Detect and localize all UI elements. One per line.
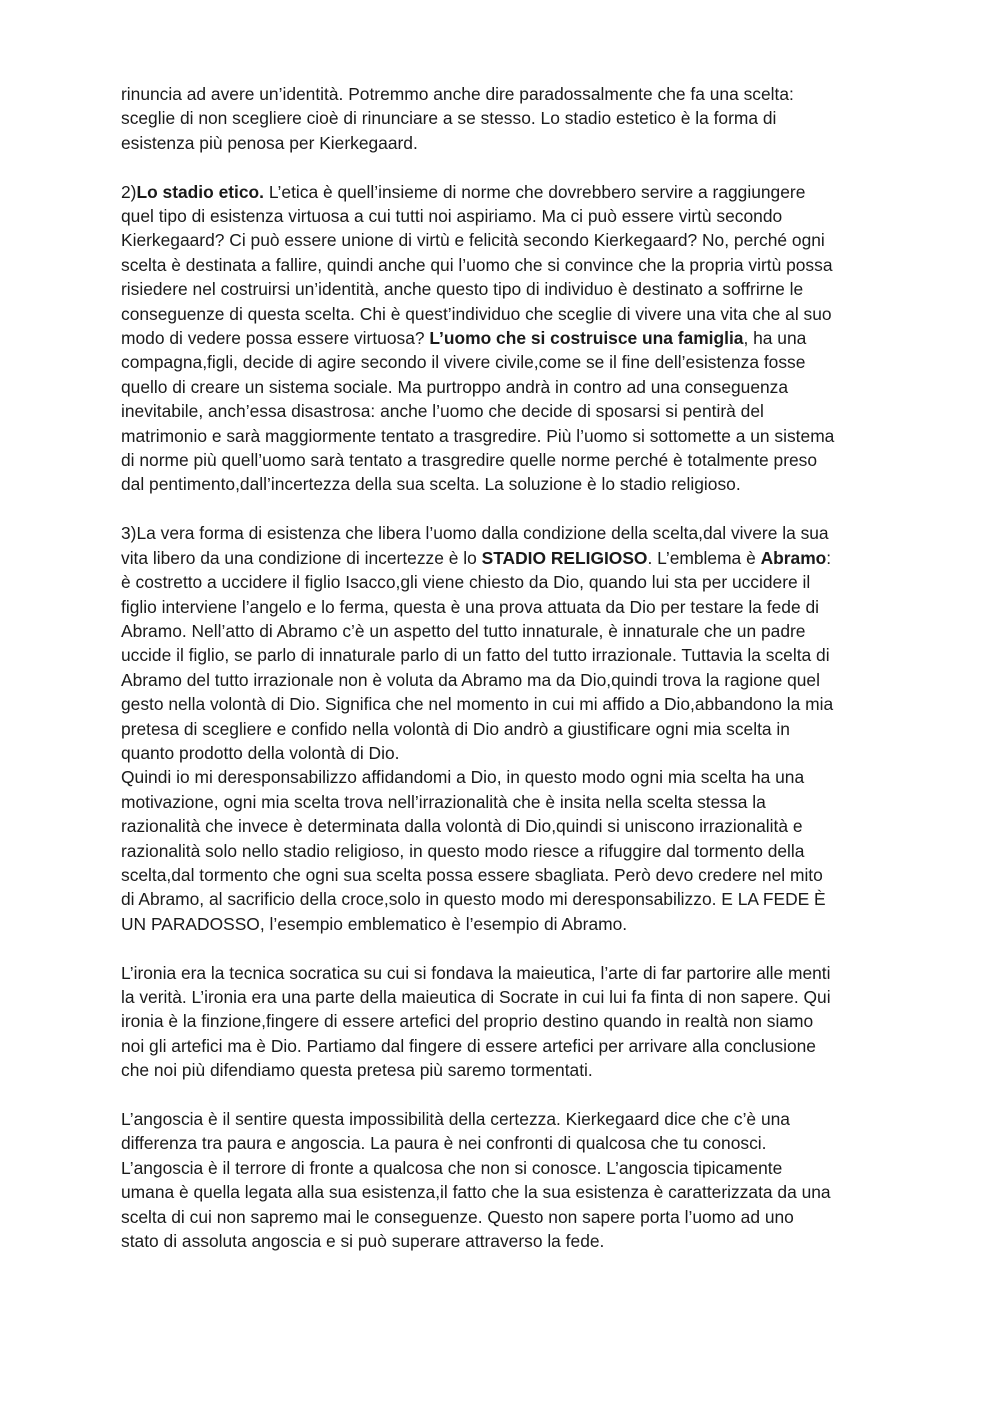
text-run: UN PARADOSSO, l’esempio emblematico è l’esempio di Abramo. (121, 913, 628, 934)
text-run: sceglie di non scegliere cioè di rinunciare a se stesso. Lo stadio estetico è la forma di (121, 108, 777, 129)
text-run: matrimonio e sarà maggiormente tentato a trasgredire. Più l’uomo si sottomette a un sistema (121, 425, 835, 446)
text-line (121, 814, 886, 838)
text-run: risiedere nel costruirsi un’identità, anche questo tipo di individuo è destinato a soffrirne le (121, 279, 804, 300)
text-line (121, 1156, 886, 1180)
text-line (121, 228, 886, 252)
document-page (121, 82, 886, 1278)
text-run: vita libero da una condizione di incertezze è lo (121, 547, 482, 568)
text-run: di Abramo, al sacrificio della croce,solo in questo modo mi deresponsabilizzo. E LA FEDE È (121, 889, 826, 910)
text-line (121, 1180, 886, 1204)
text-line (121, 82, 886, 106)
text-line (121, 1205, 886, 1229)
bold-text: Lo stadio etico. (136, 181, 265, 202)
paragraph (121, 521, 886, 765)
text-run: noi gli artefici ma è Dio. Partiamo dal fingere di essere artefici per arrivare alla conclusione (121, 1035, 816, 1056)
text-line (121, 399, 886, 423)
text-run: quello di creare un sistema sociale. Ma purtroppo andrà in contro ad una conseguenza (121, 376, 789, 397)
text-run: scelta è destinata a fallire, quindi anche qui l’uomo che si convince che la propria virtù possa (121, 254, 833, 275)
text-line (121, 448, 886, 472)
text-run: Abramo del tutto irrazionale non è voluta da Abramo ma da Dio,quindi trova la ragione quel (121, 669, 820, 690)
text-run: quel tipo di esistenza virtuosa a cui tutti noi aspiriamo. Ma ci può essere virtù secondo (121, 206, 783, 227)
text-line (121, 253, 886, 277)
text-run: : (826, 547, 832, 568)
text-run: L’etica è quell’insieme di norme che dovrebbero servire a raggiungere (264, 181, 806, 202)
text-line (121, 668, 886, 692)
paragraph (121, 180, 886, 497)
text-run: dal pentimento,dall’incertezza della sua scelta. La soluzione è lo stadio religioso. (121, 474, 741, 495)
text-line (121, 521, 886, 545)
text-run: scelta di cui non sapremo mai le conseguenze. Questo non sapere porta l’uomo ad uno (121, 1206, 794, 1227)
text-run: quanto prodotto della volontà di Dio. (121, 742, 400, 763)
text-line (121, 961, 886, 985)
text-run: umana è quella legata alla sua esistenza,il fatto che la sua esistenza è caratterizzata da una (121, 1182, 831, 1203)
paragraph (121, 1107, 886, 1253)
text-run: differenza tra paura e angoscia. La paura è nei confronti di qualcosa che tu conosci. (121, 1133, 767, 1154)
text-run: , ha una (743, 328, 807, 349)
text-line (121, 302, 886, 326)
text-line (121, 180, 886, 204)
paragraph (121, 961, 886, 1083)
text-run: pretesa di scegliere e confido nella volontà di Dio andrò a giustificare ogni mia scelta in (121, 718, 790, 739)
text-line (121, 1107, 886, 1131)
text-run: uccide il figlio, se parlo di innaturale parlo di un fatto del tutto irrazionale. Tuttavia la scelta di (121, 645, 830, 666)
bold-text: L’uomo che si costruisce una famiglia (429, 328, 744, 349)
text-line (121, 570, 886, 594)
text-line (121, 204, 886, 228)
text-line (121, 472, 886, 496)
text-line (121, 595, 886, 619)
text-line (121, 717, 886, 741)
text-run: esistenza più penosa per Kierkegaard. (121, 132, 418, 153)
text-line (121, 1034, 886, 1058)
text-run: inevitabile, anch’essa disastrosa: anche l’uomo che decide di sposarsi si pentirà del (121, 401, 764, 422)
text-run: gesto nella volontà di Dio. Significa che nel momento in cui mi affido a Dio,abbandono la mia (121, 694, 834, 715)
text-line (121, 375, 886, 399)
text-run: conseguenze di questa scelta. Chi è quest’individuo che sceglie di vivere una vita che al suo (121, 303, 832, 324)
text-run: Abramo. Nell’atto di Abramo c’è un aspetto del tutto innaturale, è innaturale che un padre (121, 620, 806, 641)
paragraph (121, 82, 886, 155)
text-line (121, 765, 886, 789)
text-line (121, 741, 886, 765)
text-run: L’ironia era la tecnica socratica su cui si fondava la maieutica, l’arte di far partorire alle menti (121, 962, 831, 983)
text-run: . L’emblema è (647, 547, 761, 568)
text-line (121, 106, 886, 130)
text-line (121, 887, 886, 911)
text-line (121, 985, 886, 1009)
text-run: è costretto a uccidere il figlio Isacco,gli viene chiesto da Dio, quando lui sta per uccidere il (121, 572, 811, 593)
text-run: compagna,figli, decide di agire secondo il vivere civile,come se il fine dell’esistenza fosse (121, 352, 806, 373)
text-run: razionalità che invece è determinata dalla volontà di Dio,quindi si uniscono irrazionalità e (121, 816, 803, 837)
text-line (121, 839, 886, 863)
bold-text: STADIO RELIGIOSO (481, 547, 648, 568)
text-run: ironia è la finzione,fingere di essere artefici del proprio destino quando in realtà non siamo (121, 1011, 814, 1032)
text-line (121, 546, 886, 570)
text-line (121, 131, 886, 155)
text-line (121, 277, 886, 301)
text-line (121, 790, 886, 814)
text-line (121, 350, 886, 374)
text-line (121, 1009, 886, 1033)
paragraph (121, 765, 886, 936)
text-run: Quindi io mi deresponsabilizzo affidandomi a Dio, in questo modo ogni mia scelta ha una (121, 767, 805, 788)
text-run: che noi più difendiamo questa pretesa più saremo tormentati. (121, 1060, 593, 1081)
text-line (121, 1131, 886, 1155)
text-run: Kierkegaard? Ci può essere unione di virtù e felicità secondo Kierkegaard? No, perché ogni (121, 230, 825, 251)
text-run: la verità. L’ironia era una parte della maieutica di Socrate in cui lui fa finta di non sapere. Qui (121, 986, 831, 1007)
text-run: L’angoscia è il sentire questa impossibilità della certezza. Kierkegaard dice che c’è una (121, 1109, 790, 1129)
text-run: 3)La vera forma di esistenza che libera l’uomo dalla condizione della scelta,dal vivere la sua (121, 523, 829, 544)
text-run: scelta,dal tormento che ogni sua scelta possa essere sbagliata. Però devo credere nel mito (121, 864, 823, 885)
text-run: modo di vedere possa essere virtuosa? (121, 328, 430, 349)
text-run: stato di assoluta angoscia e si può superare attraverso la fede. (121, 1231, 605, 1252)
text-run: 2) (121, 181, 137, 202)
text-run: razionalità solo nello stadio religioso, in questo modo riesce a rifuggire dal tormento della (121, 840, 805, 861)
text-run: rinuncia ad avere un’identità. Potremmo anche dire paradossalmente che fa una scelta: (121, 84, 794, 104)
text-line (121, 326, 886, 350)
text-line (121, 643, 886, 667)
text-run: di norme più quell’uomo sarà tentato a trasgredire quelle norme perché è totalmente preso (121, 450, 818, 471)
text-line (121, 619, 886, 643)
text-line (121, 692, 886, 716)
text-run: figlio interviene l’angelo e lo ferma, questa è una prova attuata da Dio per testare la fede di (121, 596, 819, 617)
text-line (121, 1229, 886, 1253)
text-run: L’angoscia è il terrore di fronte a qualcosa che non si conosce. L’angoscia tipicamente (121, 1157, 783, 1178)
text-line (121, 424, 886, 448)
text-line (121, 863, 886, 887)
text-line (121, 1058, 886, 1082)
bold-text: Abramo (760, 547, 827, 568)
text-line (121, 912, 886, 936)
text-run: motivazione, ogni mia scelta trova nell’irrazionalità che è insita nella scelta stessa la (121, 791, 766, 812)
